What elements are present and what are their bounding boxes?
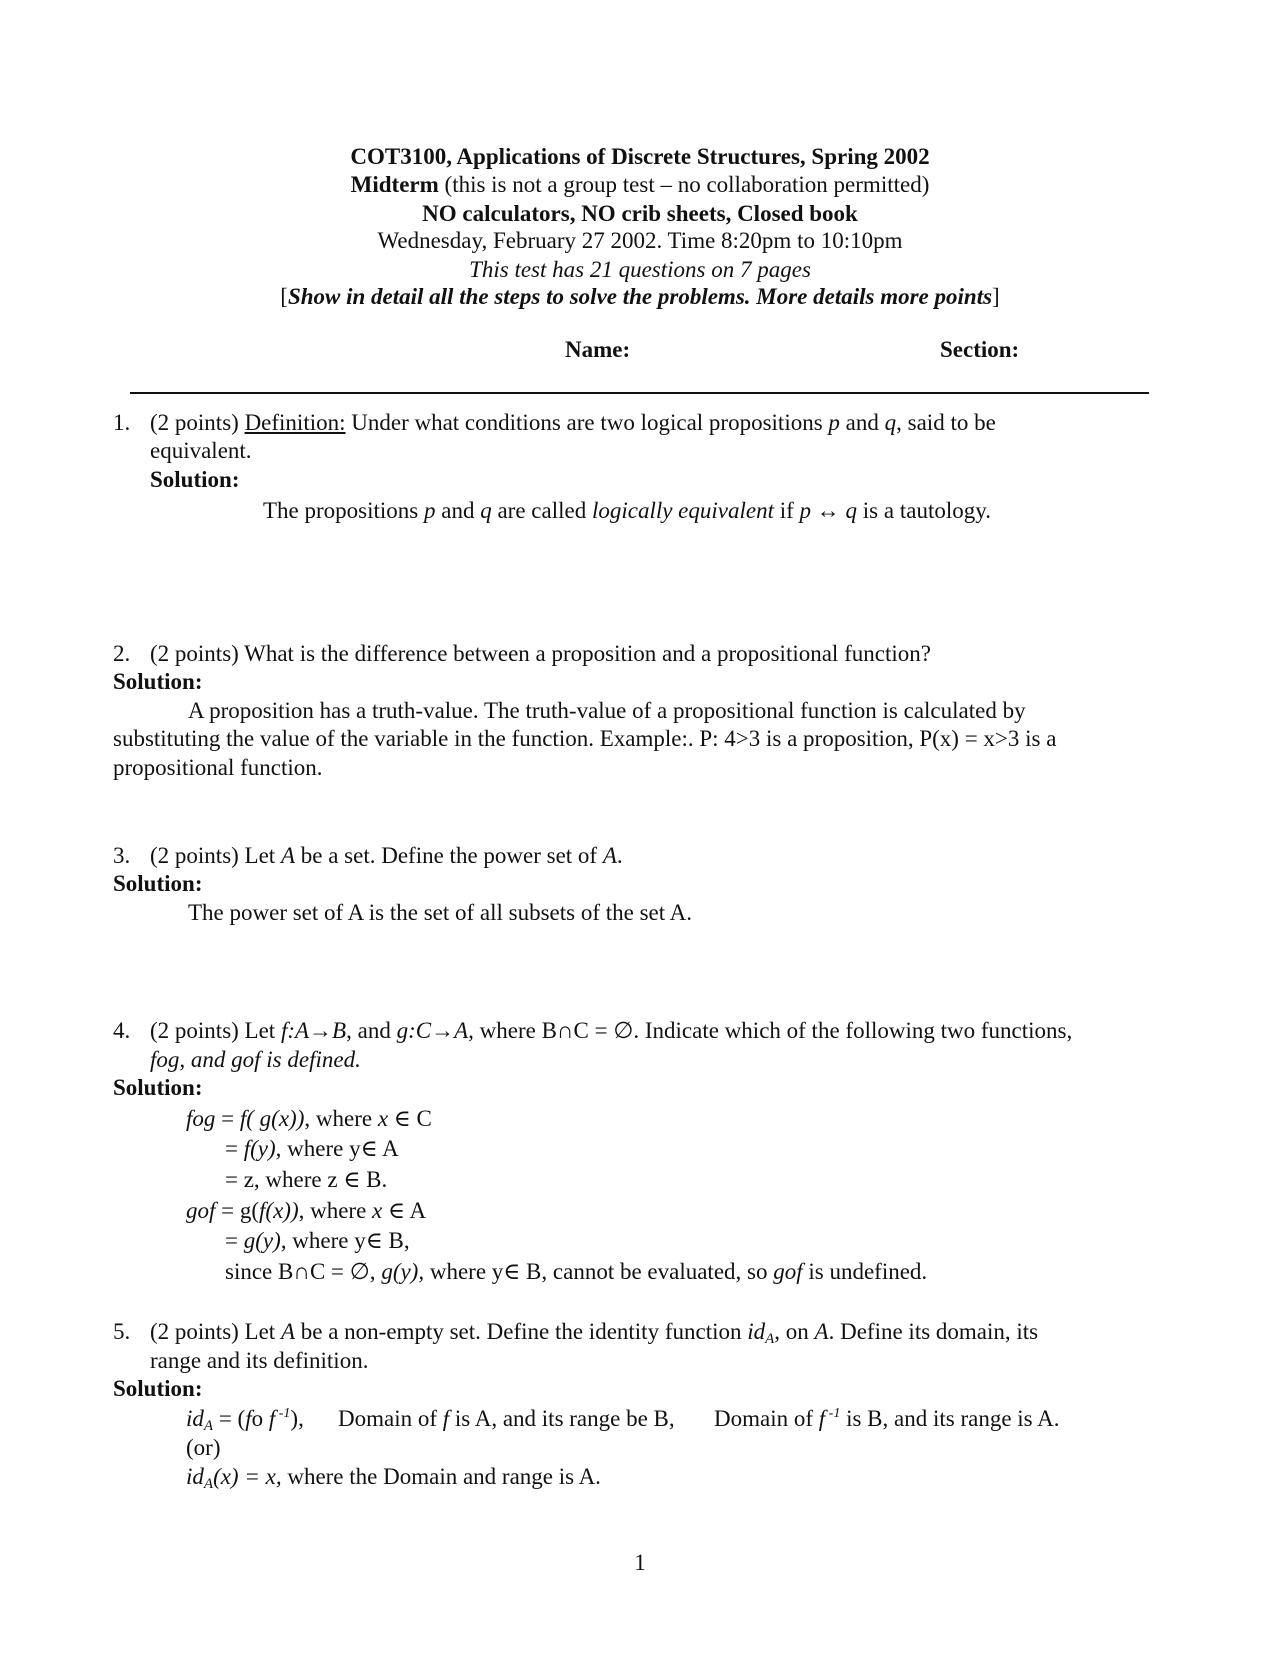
page-number: 1 <box>634 1550 646 1575</box>
q4-solution-line2: = f(y), where y∈ A <box>225 1136 399 1161</box>
q5-solution-or: (or) <box>186 1435 221 1460</box>
q4-solution-line1: fοg = f( g(x)), where x ∈ C <box>186 1106 432 1131</box>
q2-number: 2. <box>113 641 131 666</box>
q3-solution-label: Solution: <box>113 871 203 896</box>
exam-instructions: [Show in detail all the steps to solve the problems. More details more points] <box>280 284 1000 309</box>
q2-solution-line2: substituting the value of the variable in the function. Example:. P: 4>3 is a proposition, P(x) = x>3 is a <box>113 726 1057 751</box>
q4-solution-line5: = g(y), where y∈ B, <box>225 1228 410 1253</box>
q3-solution: The power set of A is the set of all subsets of the set A. <box>188 900 693 925</box>
q4-number: 4. <box>113 1018 131 1043</box>
q1-solution: The propositions p and q are called logically equivalent if p ↔ q is a tautology. <box>263 498 991 523</box>
q1-number: 1. <box>113 410 131 435</box>
q1-solution-label: Solution: <box>150 467 240 492</box>
q4-solution-line4: gοf = g(f(x)), where x ∈ A <box>186 1198 427 1223</box>
section-label: Section: <box>940 337 1020 362</box>
q5-solution-inverse-domain: Domain of f $^{-1}$ is B, and its range is A. <box>714 1406 1060 1431</box>
q5-solution-line1: $id_A = (fo$ f $^{-1}$), <box>186 1406 304 1434</box>
q1-text: (2 points) Definition: Under what conditions are two logical propositions p and q, said to be <box>150 410 996 435</box>
q4-solution-label: Solution: <box>113 1075 203 1100</box>
q2-text: (2 points) What is the difference between a proposition and a propositional function? <box>150 641 931 666</box>
header-divider <box>130 392 1149 394</box>
q2-solution-line3: propositional function. <box>113 755 323 780</box>
name-label: Name: <box>565 337 631 362</box>
q4-text: (2 points) Let f:A→B, and g:C→A, where B∩C = ∅. Indicate which of the following two functions, <box>150 1018 1073 1043</box>
q5-number: 5. <box>113 1319 131 1344</box>
q1-text-cont: equivalent. <box>150 438 252 463</box>
q2-solution-label: Solution: <box>113 669 203 694</box>
exam-info: This test has 21 questions on 7 pages <box>469 257 811 282</box>
q2-solution-line1: A proposition has a truth-value. The truth-value of a propositional function is calculated by <box>188 698 1026 723</box>
exam-rules: NO calculators, NO crib sheets, Closed book <box>422 201 858 226</box>
q5-solution-line3: $id_A(x) = x$, where the Domain and range is A. <box>186 1464 601 1492</box>
q5-text-cont: range and its definition. <box>150 1348 369 1373</box>
exam-title: Midterm (this is not a group test – no collaboration permitted) <box>350 172 930 197</box>
q3-text: (2 points) Let A be a set. Define the power set of A. <box>150 843 623 868</box>
q4-solution-line3: = z, where z ∈ B. <box>225 1167 388 1192</box>
q4-solution-line6: since B∩C = ∅, g(y), where y∈ B, cannot be evaluated, so gοf is undefined. <box>225 1259 928 1284</box>
q5-text: (2 points) Let A be a non-empty set. Define the identity function $id_A$, on A. Define its domain, its <box>150 1319 1039 1347</box>
q5-solution-domain: Domain of f is A, and its range be B, <box>338 1406 675 1431</box>
q5-solution-label: Solution: <box>113 1376 203 1401</box>
exam-datetime: Wednesday, February 27 2002. Time 8:20pm to 10:10pm <box>377 228 903 253</box>
q4-text-cont: fοg, and gοf is defined. <box>150 1047 361 1072</box>
q3-number: 3. <box>113 843 131 868</box>
course-title: COT3100, Applications of Discrete Structures, Spring 2002 <box>350 144 930 169</box>
